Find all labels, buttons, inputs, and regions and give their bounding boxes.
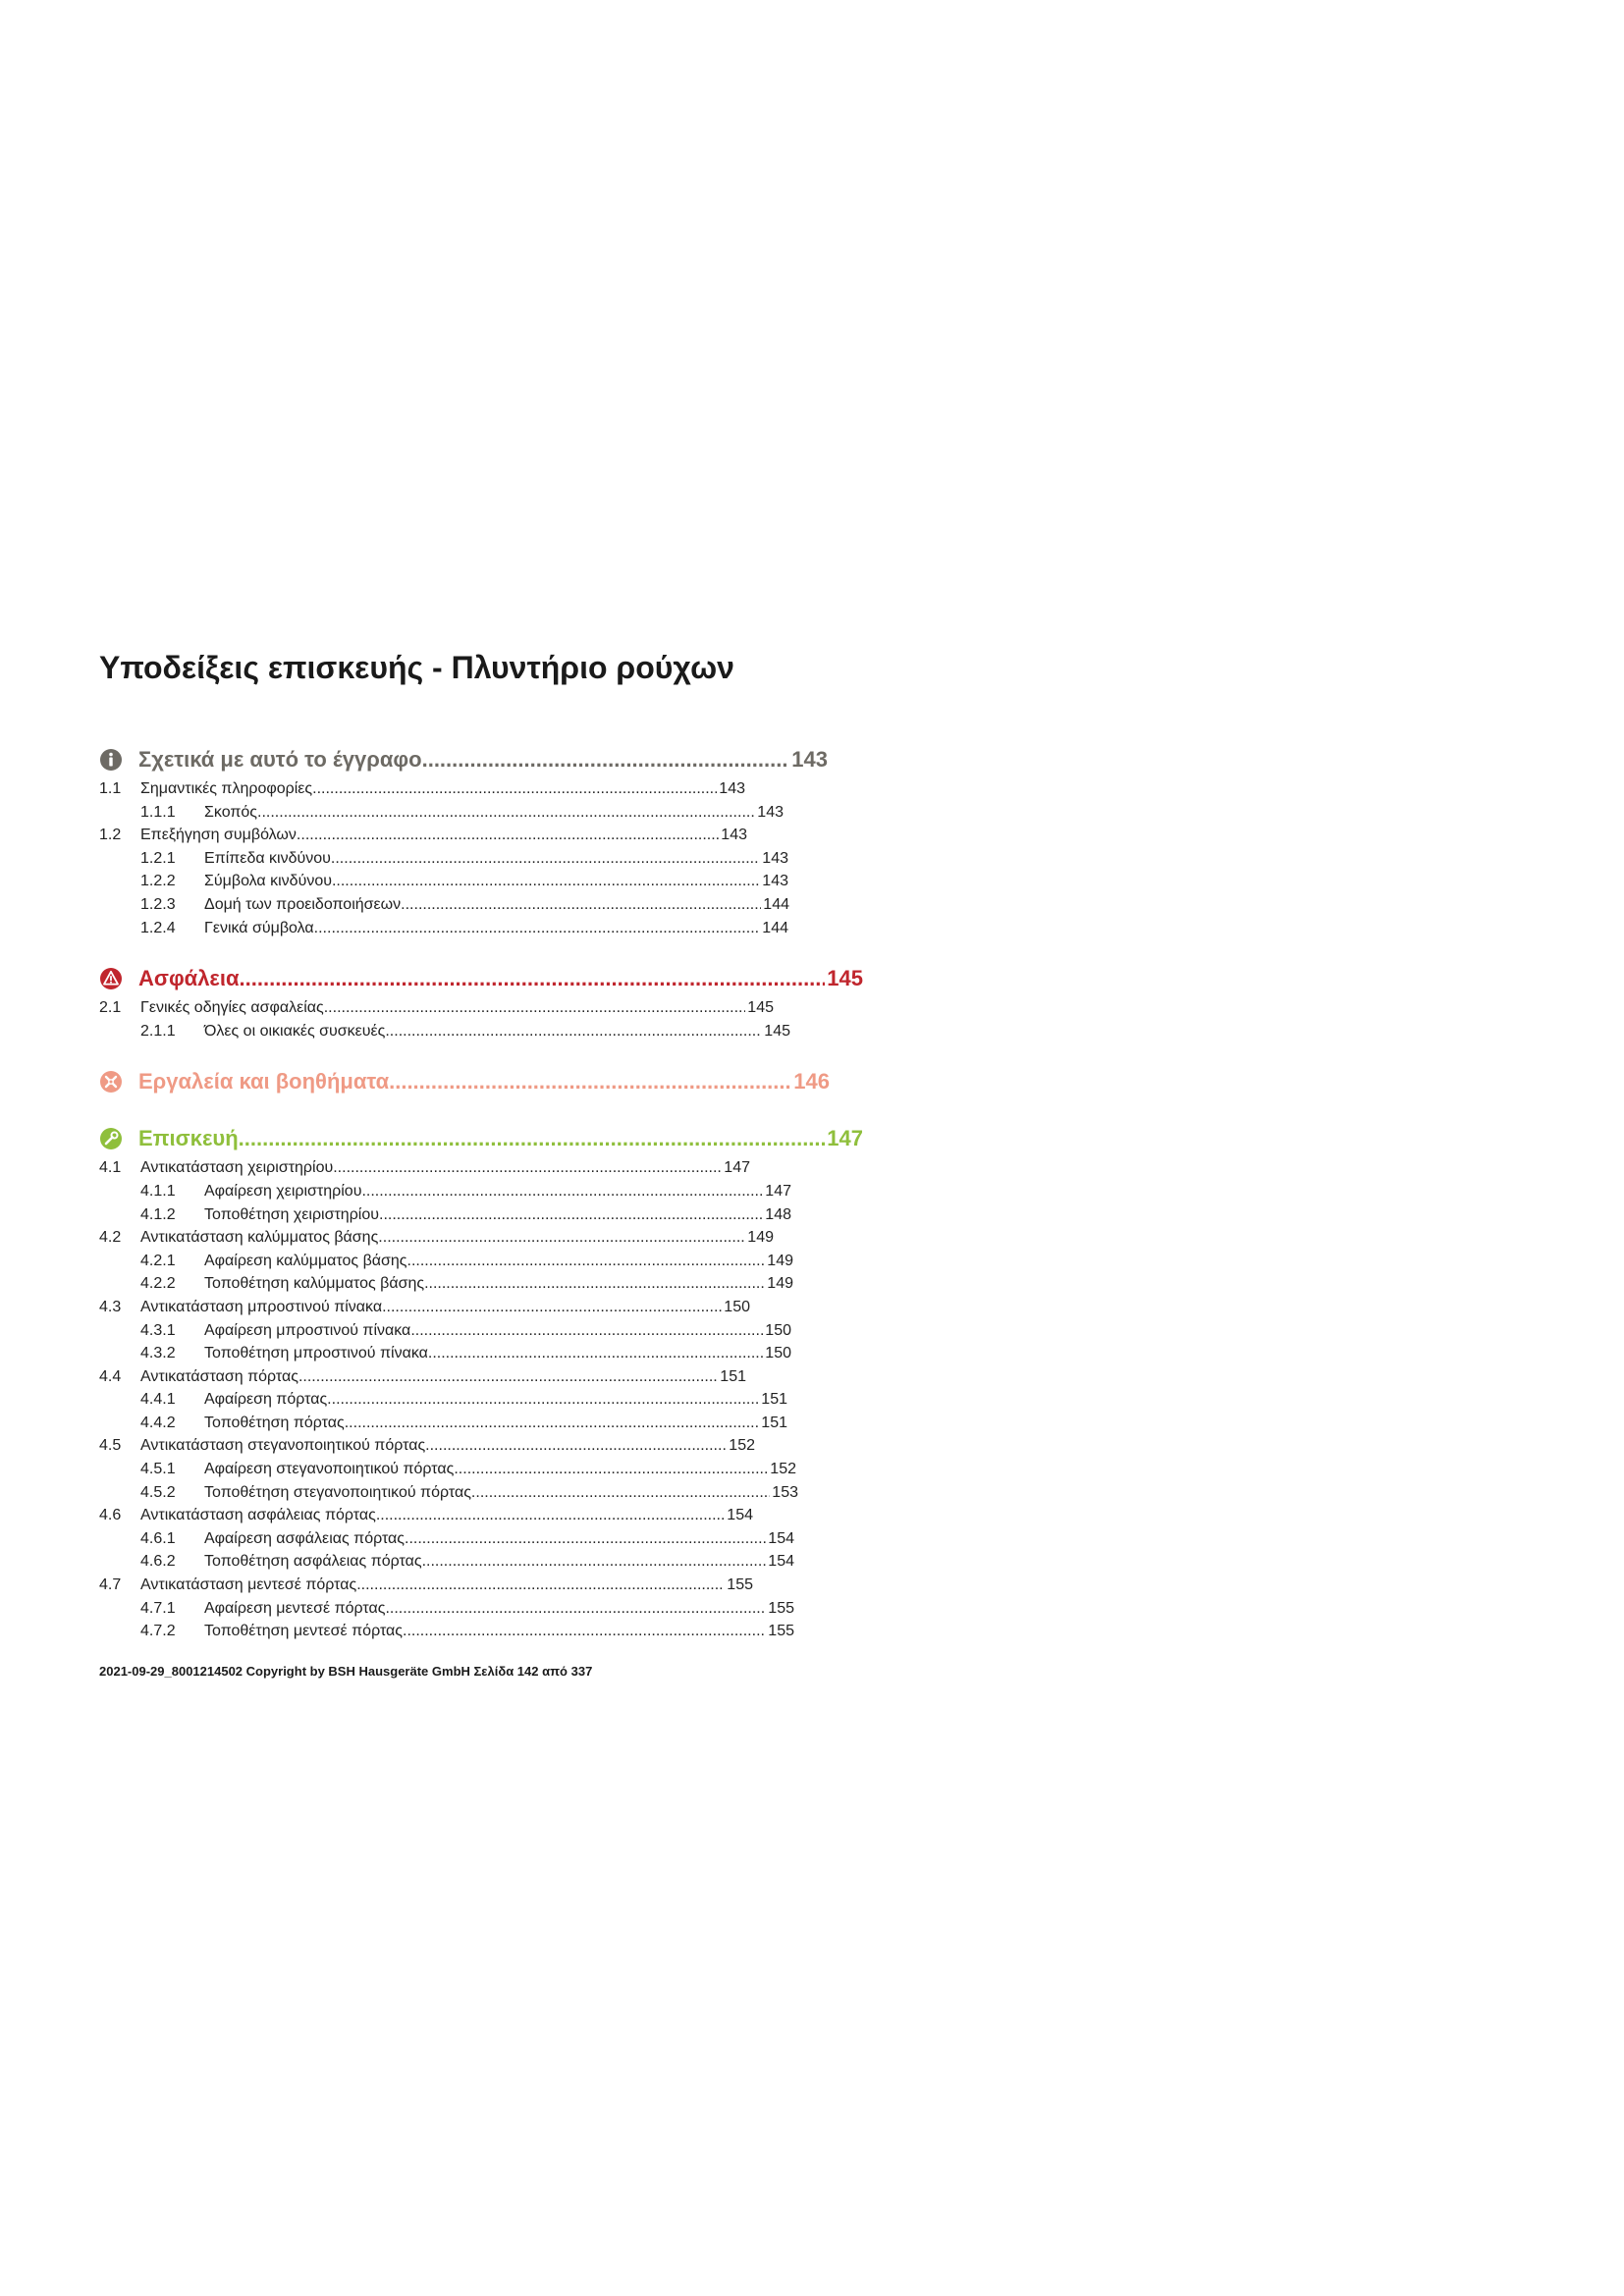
toc-section-page: 155 [768,1599,794,1617]
toc-section[interactable] [99,1365,746,1389]
toc-section-page: 151 [761,1414,787,1431]
toc-leader-dots [410,1319,763,1343]
toc-section[interactable] [99,1434,755,1458]
toc-section-title: Αφαίρεση πόρτας [204,1391,328,1409]
tools-icon [99,1070,123,1094]
toc-section-title: Σύμβολα κινδύνου [204,873,332,890]
toc-chapter-title: Επισκευή [138,1126,239,1151]
toc-section-page: 145 [747,999,774,1017]
toc-section-title: Όλες οι οικιακές συσκευές [204,1022,386,1040]
toc-section[interactable] [99,996,774,1020]
toc-section-number: 4.3.1 [140,1321,176,1339]
toc-section-title: Γενικές οδηγίες ασφαλείας [140,999,324,1017]
toc-section[interactable] [99,1342,791,1365]
toc-section-title: Τοποθέτηση χειριστηρίου [204,1205,380,1223]
toc-section[interactable] [99,1226,774,1250]
toc-section-page: 143 [721,827,747,844]
toc-section-page: 144 [762,919,788,936]
toc-section-page: 145 [764,1022,790,1040]
toc-leader-dots [379,1203,763,1227]
toc-section[interactable] [99,1597,794,1621]
toc-section-page: 151 [761,1391,787,1409]
toc-section-number: 1.2 [99,827,122,844]
toc-section-number: 4.2.2 [140,1275,176,1293]
toc-section-number: 4.4 [99,1367,122,1385]
toc-section-page: 154 [768,1553,794,1571]
toc-section-title: Τοποθέτηση καλύμματος βάσης [204,1275,425,1293]
toc-leader-dots [422,742,790,777]
toc-leader-dots [454,1458,768,1481]
toc-section[interactable] [99,824,747,847]
toc-section-title: Αφαίρεση μπροστινού πίνακα [204,1321,411,1339]
toc-section-page: 149 [767,1275,793,1293]
toc-section[interactable] [99,1388,787,1412]
toc-chapter[interactable] [99,961,863,996]
toc-section[interactable] [99,1412,787,1435]
toc-leader-dots [385,1020,762,1043]
toc-chapter[interactable] [99,1064,830,1099]
toc-section-page: 147 [765,1182,791,1200]
toc-section-number: 1.2.2 [140,873,176,890]
toc-leader-dots [239,1121,826,1156]
toc-leader-dots [361,1180,763,1203]
toc-section-number: 4.2.1 [140,1252,176,1269]
toc-section-number: 4.5 [99,1437,122,1455]
toc-section-title: Αφαίρεση χειριστηρίου [204,1182,362,1200]
toc-section-title: Αφαίρεση ασφάλειας πόρτας [204,1529,406,1547]
table-of-contents [99,742,865,1643]
toc-chapter-title: Εργαλεία και βοηθήματα [138,1069,390,1095]
toc-section[interactable] [99,917,788,940]
toc-chapter-page: 146 [793,1069,830,1095]
toc-leader-dots [356,1574,725,1597]
toc-leader-dots [425,1434,727,1458]
toc-section-title: Γενικά σύμβολα [204,919,314,936]
toc-leader-dots [407,1250,766,1273]
wrench-icon [99,1127,123,1150]
toc-section-number: 4.6.1 [140,1529,176,1547]
toc-section-title: Αντικατάσταση μπροστινού πίνακα [140,1298,383,1315]
toc-section-number: 4.6.2 [140,1553,176,1571]
toc-section[interactable] [99,1527,794,1551]
toc-section-page: 148 [765,1205,791,1223]
toc-section[interactable] [99,801,784,825]
toc-section-number: 4.5.2 [140,1483,176,1501]
toc-section-number: 4.1.1 [140,1182,176,1200]
toc-section-page: 154 [727,1507,753,1524]
toc-section-number: 4.1.2 [140,1205,176,1223]
toc-leader-dots [405,1527,766,1551]
toc-section-page: 150 [765,1321,791,1339]
toc-leader-dots [240,961,826,996]
toc-section-number: 4.7.1 [140,1599,176,1617]
toc-section-page: 149 [767,1252,793,1269]
toc-leader-dots [327,1388,759,1412]
toc-leader-dots [424,1272,765,1296]
toc-chapter-title: Σχετικά με αυτό το έγγραφο [138,747,422,772]
toc-section-title: Αντικατάσταση μεντεσέ πόρτας [140,1576,357,1594]
toc-section-page: 149 [747,1229,774,1247]
toc-section-title: Τοποθέτηση μπροστινού πίνακα [204,1345,428,1362]
toc-section-page: 144 [763,895,789,913]
toc-leader-dots [257,801,755,825]
toc-section-title: Τοποθέτηση στεγανοποιητικού πόρτας [204,1483,471,1501]
toc-section-page: 151 [720,1367,746,1385]
toc-section-title: Τοποθέτηση μεντεσέ πόρτας [204,1623,403,1640]
toc-chapter-page: 145 [827,966,863,991]
warning-triangle-icon [99,967,123,990]
toc-section-number: 1.2.3 [140,895,176,913]
toc-leader-dots [422,1550,767,1574]
toc-section-title: Σκοπός [204,803,258,821]
toc-section[interactable] [99,1296,750,1319]
toc-leader-dots [314,917,761,940]
toc-leader-dots [332,870,760,893]
toc-leader-dots [385,1597,766,1621]
page-title: Υποδείξεις επισκευής - Πλυντήριο ρούχων [99,650,734,685]
toc-section-number: 1.1 [99,780,122,797]
toc-section[interactable] [99,893,789,917]
toc-section[interactable] [99,847,788,871]
info-icon [99,748,123,772]
toc-chapter-page: 143 [791,747,828,772]
toc-section-page: 143 [757,803,784,821]
toc-section[interactable] [99,1319,791,1343]
toc-leader-dots [382,1296,722,1319]
toc-section-page: 152 [770,1461,796,1478]
toc-section-number: 2.1.1 [140,1022,176,1040]
toc-section[interactable] [99,777,745,801]
toc-leader-dots [298,1365,718,1389]
toc-section-title: Τοποθέτηση πόρτας [204,1414,345,1431]
toc-section-number: 4.3.2 [140,1345,176,1362]
toc-section-page: 153 [772,1483,798,1501]
toc-leader-dots [403,1620,766,1643]
toc-section[interactable] [99,1203,791,1227]
toc-leader-dots [378,1226,745,1250]
toc-section-number: 2.1 [99,999,122,1017]
toc-chapter-page: 147 [827,1126,863,1151]
toc-section[interactable] [99,1550,794,1574]
toc-chapter[interactable] [99,742,828,777]
toc-section-page: 150 [724,1298,750,1315]
toc-leader-dots [428,1342,763,1365]
toc-chapter-title: Ασφάλεια [138,966,240,991]
toc-section[interactable] [99,1620,794,1643]
toc-section-page: 147 [724,1159,750,1177]
toc-section[interactable] [99,1504,753,1527]
toc-section-number: 4.5.1 [140,1461,176,1478]
toc-section-number: 4.4.2 [140,1414,176,1431]
toc-leader-dots [333,1156,722,1180]
toc-section-title: Αφαίρεση καλύμματος βάσης [204,1252,407,1269]
toc-section[interactable] [99,1458,796,1481]
toc-section-title: Δομή των προειδοποιήσεων [204,895,402,913]
toc-leader-dots [471,1481,770,1505]
toc-section[interactable] [99,870,788,893]
toc-leader-dots [389,1064,791,1099]
toc-section-page: 155 [768,1623,794,1640]
toc-section-number: 4.4.1 [140,1391,176,1409]
toc-section-title: Αντικατάσταση ασφάλειας πόρτας [140,1507,376,1524]
toc-section-title: Επεξήγηση συμβόλων [140,827,297,844]
toc-section-page: 155 [727,1576,753,1594]
toc-section-page: 143 [762,849,788,867]
toc-leader-dots [331,847,760,871]
toc-section-number: 4.7.2 [140,1623,176,1640]
toc-section-title: Αντικατάσταση στεγανοποιητικού πόρτας [140,1437,426,1455]
toc-section[interactable] [99,1180,791,1203]
toc-section-title: Αντικατάσταση καλύμματος βάσης [140,1229,379,1247]
toc-section[interactable] [99,1481,798,1505]
toc-section-number: 4.6 [99,1507,122,1524]
toc-section-title: Επίπεδα κινδύνου [204,849,331,867]
toc-section[interactable] [99,1574,753,1597]
toc-leader-dots [345,1412,760,1435]
toc-section-page: 152 [729,1437,755,1455]
toc-section-title: Αφαίρεση μεντεσέ πόρτας [204,1599,386,1617]
toc-leader-dots [401,893,761,917]
toc-leader-dots [376,1504,725,1527]
toc-section-title: Αφαίρεση στεγανοποιητικού πόρτας [204,1461,455,1478]
toc-section-number: 4.2 [99,1229,122,1247]
toc-section-number: 1.2.1 [140,849,176,867]
toc-section-page: 143 [762,873,788,890]
toc-section-page: 150 [765,1345,791,1362]
toc-chapter[interactable] [99,1121,863,1156]
toc-section-page: 143 [719,780,745,797]
toc-section-number: 4.1 [99,1159,122,1177]
toc-leader-dots [297,824,719,847]
toc-section[interactable] [99,1272,793,1296]
toc-leader-dots [312,777,717,801]
toc-section-number: 4.7 [99,1576,122,1594]
toc-leader-dots [324,996,746,1020]
toc-section-title: Σημαντικές πληροφορίες [140,780,313,797]
page-footer: 2021-09-29_8001214502 Copyright by BSH Hausgeräte GmbH Σελίδα 142 από 337 [99,1664,593,1679]
toc-section-page: 154 [768,1529,794,1547]
toc-section[interactable] [99,1156,750,1180]
toc-section-number: 4.3 [99,1298,122,1315]
toc-section-number: 1.2.4 [140,919,176,936]
toc-section-title: Τοποθέτηση ασφάλειας πόρτας [204,1553,422,1571]
toc-section-title: Αντικατάσταση πόρτας [140,1367,298,1385]
toc-section[interactable] [99,1250,793,1273]
toc-section-title: Αντικατάσταση χειριστηρίου [140,1159,334,1177]
toc-section[interactable] [99,1020,790,1043]
toc-section-number: 1.1.1 [140,803,176,821]
